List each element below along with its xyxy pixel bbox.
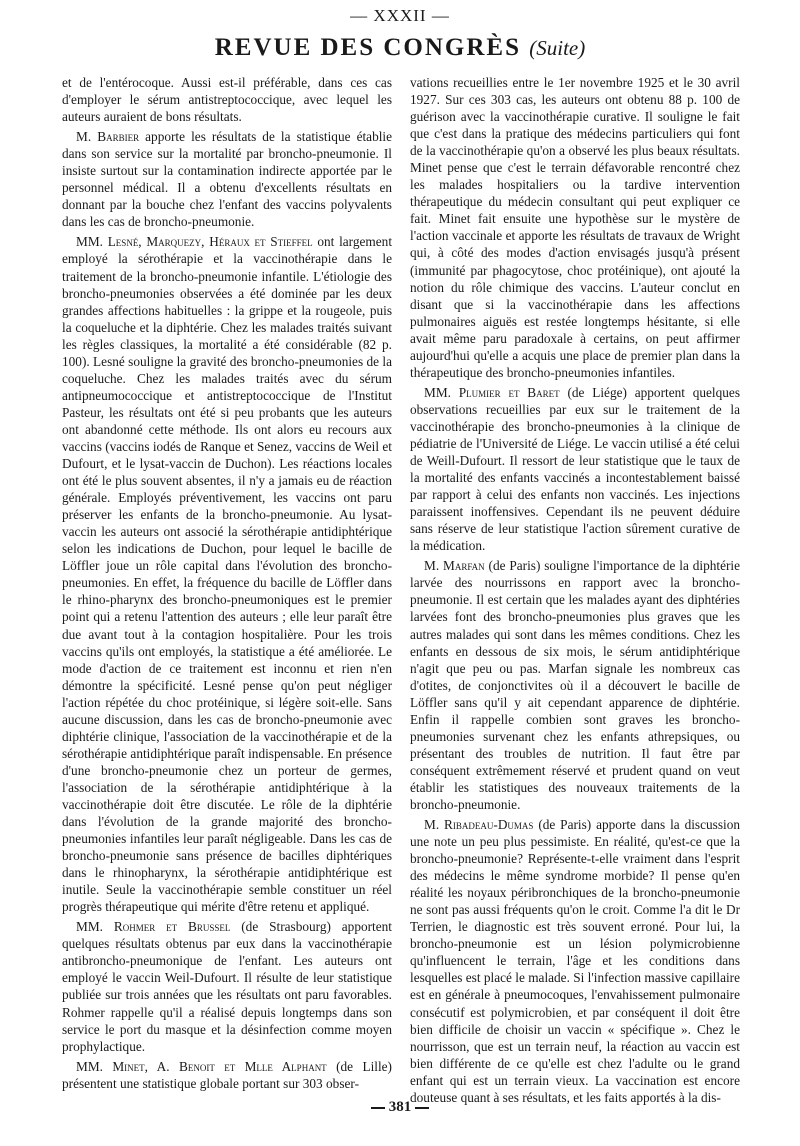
paragraph: MM. Rohmer et Brussel (de Strasbourg) apportent quelques résultats obtenus par eux dans la vaccinothérapie antibroncho-pneumonique de l'enfant. Les auteurs ont employé le vaccin Weil-Dufourt. Il résulte de leur statistique publiée sur trois années que les résultats ont paru favorables. Rohmer rappelle qu'il a réalisé depuis longtemps dans son service le port du masque et la désinfection comme moyen prophylactique.: [62, 919, 392, 1054]
author-names: M. Barbier: [76, 129, 140, 145]
author-names: M. Ribadeau-Dumas: [424, 817, 534, 833]
paragraph: M. Marfan (de Paris) souligne l'importance de la diphtérie larvée des nourrissons en rapport avec la broncho-pneumonie. Il est certain que les malades ayant des diphtéries larvées font des broncho-pneumonies plus graves que les autres malades qui sont dans les mêmes conditions. Chez les enfants en dessous de six mois, le sérum antidiphtérique n'agit que peu ou pas. Marfan signale les nombreux cas d'otites, de conjonctivites où il a découvert le bacille de Löffler sans qu'il y ait cependant apparence de diphtérie. Enfin il rappelle combien sont graves les broncho-pneumonies survenant chez les enfants athrepsiques, ou présentant des troubles de nutrition. Il faut être par conséquent extrêmement réservé et prudent quand on veut établir les statistiques des nouveaux traitements de la broncho-pneumonie.: [410, 558, 740, 812]
paragraph: M. Ribadeau-Dumas (de Paris) apporte dans la discussion une note un peu plus pessimiste. En réalité, qu'est-ce que la broncho-pneumonie? Représente-t-elle vraiment dans l'esprit des médecins le même syndrome morbide? Il pense qu'en réalité les noyaux péribronchiques de la broncho-pneumonie ne sont pas aussi fréquents qu'on le croit. Comme l'a dit le Dr Terrien, le diagnostic est très souvent erroné. Pour lui, la broncho-pneumonie est un lésion polymicrobienne qu'influencent le terrain, l'âge et les conditions dans lesquelles est placé le malade. Si l'infection massive capillaire est en générale à pneumocoques, l'envahissement pulmonaire consécutif est polymicrobien, et par conséquent il doit être bien difficile de choisir un vaccin « spécifique ». Chez le nourrisson, que est un terrain neuf, la réaction au vaccin est bien différente de ce qu'elle est chez l'adulte ou le grand enfant qui est un terrain vieux. La vaccination est encore douteuse quant à ses résultats, et les faits apportés à la dis-: [410, 817, 740, 1105]
paragraph: et de l'entérocoque. Aussi est-il préférable, dans ces cas d'employer le sérum antistreptococcique, avec lequel les auteurs auraient de bons résultats.: [62, 75, 392, 125]
header-title: REVUE DES CONGRÈS: [214, 34, 522, 61]
author-names: M. Marfan: [424, 558, 485, 574]
folio-rule-left: [371, 1107, 385, 1109]
left-column: [62, 74, 392, 1094]
paragraph: MM. Minet, A. Benoit et Mlle Alphant (de Lille) présentent une statistique globale portant sur 303 obser-: [62, 1058, 392, 1091]
paragraph: MM. Lesné, Marquezy, Héraux et Stieffel ont largement employé la sérothérapie et la vaccinothérapie dans le traitement de la broncho-pneumonie infantile. L'étiologie des broncho-pneumonies observées a été dominée par les deux grandes affections habituelles : la grippe et la rougeole, puis la coqueluche et la diphtérie. Chez les malades traités suivant les règles classiques, la mortalité a été considérable (82 p. 100). Lesné souligne la gravité des broncho-pneumonies de la coqueluche. Chez les malades traités avec du sérum antipneumococcique et antistreptococcique de l'Institut Pasteur, les résultats ont été si peu probants que les auteurs ont abandonné cette méthode. Ils ont alors eu recours aux vaccins (vaccins iodés de Ranque et Senez, vaccins de Weil et Dufourt, et le lysat-vaccin de Duchon). Les réactions locales ont été le plus souvent absentes, il n'y a jamais eu de réaction générale. Employés préventivement, les vaccins ont paru préserver les enfants de la broncho-pneumonie. Au lysat-vaccin les auteurs ont associé la sérothérapie antidiphtérique selon les indications de Duchon, pour lequel le bacille de Löffler joue un rôle capital dans l'évolution des broncho-pneumonies. En effet, la fréquence du bacille de Löffler dans le rhino-pharynx des broncho-pneumoniques est le premier point qui a retenu l'attention des auteurs ; elle leur paraît être due avant tout à la contagion hospitalière. Pour les trois vaccins qu'ils ont employés, la statistique a été améliorée. Le mode d'action de ce traitement est inconnu et rien n'en démontre la spécificité. Lesné pense qu'on peut négliger l'action répétée du choc protéinique, si légère soit-elle. Sans aucune discussion, dans les cas de broncho-pneumonie avec diphtérie clinique, l'association de la vaccinothérapie et de la sérothérapie antidiphtérique paraît indispensable. En présence d'une broncho-pneumonie chez un porteur de germes, l'association de la sérothérapie antidiphtérique à la vaccinothérapie doit être discutée. Le rôle de la diphtérie dans l'évolution de la grande majorité des broncho-pneumonies infantiles leur paraît négligeable. Dans les cas de broncho-pneumonie sans présence de bacilles diphtériques dans le rhinopharynx, la sérothérapie antidiphtérique est inutile. Seule la vaccinothérapie semble constituer un réel progrès thérapeutique qui mérite d'être retenu et appliqué.: [62, 234, 393, 915]
paragraph: vations recueillies entre le 1er novembre 1925 et le 30 avril 1927. Sur ces 303 cas, les auteurs ont obtenu 88 p. 100 de guérison avec la vaccinothérapie curative. Il souligne le fait que c'est dans la pratique des médecins particuliers qui font de la vaccinothérapie qu'on a observé les plus beaux résultats. Minet pense que c'est le terrain défavorable rencontré chez les malades hospitaliers ou la tardive intervention thérapeutique du médecin consultant qui peut expliquer ce fait. Minet fait ensuite une hypothèse sur le mystère de l'action vaccinale et apporte les résultats de travaux de Wright qui, à côté des modes d'action envisagés jusqu'à présent (immunité par phagocytose, choc protéinique), ont ajouté la notion du rôle chimique des vaccins. L'auteur conclut en disant que si la vaccinothérapie dans les affections pulmonaires aiguës est restée longtemps hésitante, si elle avait même paru paradoxale à certains, on peut affirmer aujourd'hui qu'elle a acquis une place de premier plan dans la thérapeutique des broncho-pneumonies infantiles.: [410, 75, 740, 380]
folio-rule-right: [415, 1107, 429, 1109]
folio-number: 381: [388, 1099, 412, 1115]
right-column: [410, 74, 741, 1105]
page-roman-numeral: — XXXII —: [350, 6, 450, 25]
author-names: MM. Lesné, Marquezy, Héraux et Stieffel: [76, 234, 313, 250]
page-number: [0, 1099, 800, 1116]
paragraph: M. Barbier apporte les résultats de la statistique établie dans son service sur la mortalité par broncho-pneumonie. Il insiste surtout sur la contamination indirecte apportée par le personnel médical. Il a obtenu d'excellents résultats en donnant par la bouche chez l'enfant des vaccins polyvalents dans les cas de broncho-pneumonie.: [62, 129, 393, 230]
paragraph: MM. Plumier et Baret (de Liége) apportent quelques observations recueillies par eux sur le traitement de la vaccinothérapie des broncho-pneumonies à la clinique de pédiatrie de l'Université de Liége. Le vaccin utilisé a été celui de Weill-Dufourt. Il ressort de leur statistique que le taux de la mortalité des enfants vaccinés a incontestablement baissé par rapport à celui des enfants non vaccinés. Les injections paraissent inoffensives. Cependant ils ne peuvent déduire sans réserve de leur statistique l'action sûrement curative de la médication.: [410, 384, 741, 554]
author-names: MM. Plumier et Baret: [424, 384, 560, 400]
author-names: MM. Rohmer et Brussel: [76, 919, 231, 935]
header-suite: (Suite): [529, 36, 586, 60]
author-names: MM. Minet, A. Benoit et Mlle Alphant: [76, 1058, 327, 1074]
running-header: [0, 34, 800, 62]
